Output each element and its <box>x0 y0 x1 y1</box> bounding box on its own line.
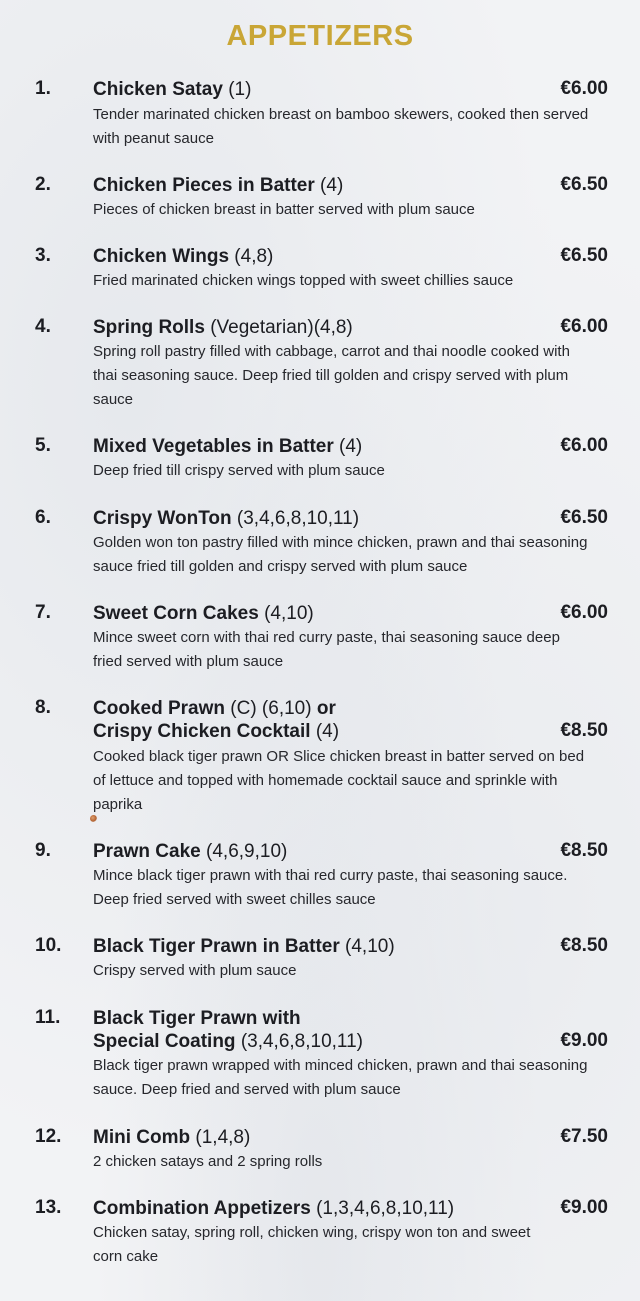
item-name: Chicken Pieces in Batter <box>93 175 315 196</box>
item-heading <box>93 174 543 197</box>
item-name: Chicken Wings <box>93 246 230 267</box>
stain-mark <box>90 815 97 822</box>
item-price: €6.00 <box>560 78 608 99</box>
item-name: Prawn Cake <box>93 841 201 862</box>
item-name: Spring Rolls <box>93 317 205 338</box>
item-codes: (4,10) <box>345 936 395 957</box>
item-name: Chicken Satay <box>93 79 223 100</box>
item-heading <box>93 507 543 530</box>
item-name: Black Tiger Prawn in Batter <box>93 936 340 957</box>
item-number: 6. <box>35 507 51 528</box>
item-number: 5. <box>35 435 51 456</box>
item-number: 12. <box>35 1126 62 1147</box>
item-number: 13. <box>35 1197 62 1218</box>
item-price: €7.50 <box>560 1126 608 1147</box>
item-description: Mince sweet corn with thai red curry paste, thai seasoning sauce deep fried served with plum sauce <box>93 629 560 670</box>
item-number: 10. <box>35 935 62 956</box>
item-codes: (4) <box>320 175 344 196</box>
item-codes: (1,4,8) <box>195 1127 251 1148</box>
item-description: Deep fried till crispy served with plum sauce <box>93 462 385 479</box>
item-name: Mixed Vegetables in Batter <box>93 436 334 457</box>
item-heading <box>93 697 543 743</box>
item-heading <box>93 935 543 958</box>
item-codes: (1) <box>228 79 252 100</box>
item-name-joiner: or <box>316 698 336 719</box>
item-codes: (4,6,9,10) <box>206 841 288 862</box>
item-heading <box>93 1197 543 1220</box>
item-name: Black Tiger Prawn with <box>93 1008 301 1029</box>
item-heading <box>93 602 543 625</box>
item-price: €9.00 <box>560 1030 608 1051</box>
item-description: Crispy served with plum sauce <box>93 962 297 979</box>
item-heading <box>93 435 543 458</box>
item-number: 2. <box>35 174 51 195</box>
item-name: Cooked Prawn <box>93 698 225 719</box>
item-price: €9.00 <box>560 1197 608 1218</box>
item-description: Spring roll pastry filled with cabbage, carrot and thai noodle cooked with thai seasoning sauce. Deep fried till golden and crispy served with plum sauce <box>93 343 570 408</box>
item-name: Sweet Corn Cakes <box>93 603 259 624</box>
item-heading <box>93 840 543 863</box>
item-price: €6.50 <box>560 507 608 528</box>
item-price: €6.00 <box>560 602 608 623</box>
item-heading <box>93 78 543 101</box>
item-description: Cooked black tiger prawn OR Slice chicken breast in batter served on bed of lettuce and topped with homemade cocktail sauce and sprinkle with paprika <box>93 748 585 813</box>
item-codes: (4) <box>339 436 363 457</box>
item-heading <box>93 1007 543 1053</box>
item-description: Pieces of chicken breast in batter served with plum sauce <box>93 201 475 218</box>
item-price: €6.00 <box>560 316 608 337</box>
item-price: €8.50 <box>560 935 608 956</box>
item-name: Mini Comb <box>93 1127 191 1148</box>
item-price: €6.50 <box>560 174 608 195</box>
item-codes: (4,10) <box>264 603 314 624</box>
item-description: Golden won ton pastry filled with mince chicken, prawn and thai seasoning sauce fried till golden and crispy served with plum sauce <box>93 534 588 575</box>
item-codes-line2: (3,4,6,8,10,11) <box>240 1031 363 1052</box>
item-number: 9. <box>35 840 51 861</box>
item-description: Tender marinated chicken breast on bamboo skewers, cooked then served with peanut sauce <box>93 106 589 147</box>
item-codes: (3,4,6,8,10,11) <box>236 508 360 529</box>
item-price: €6.50 <box>560 245 608 266</box>
item-number: 4. <box>35 316 51 337</box>
item-codes: (1,3,4,6,8,10,11) <box>316 1198 455 1219</box>
item-description: Chicken satay, spring roll, chicken wing, crispy won ton and sweet corn cake <box>93 1224 531 1265</box>
item-number: 7. <box>35 602 51 623</box>
item-codes: (Vegetarian)(4,8) <box>210 317 353 338</box>
item-codes: (C) (6,10) <box>230 698 312 719</box>
item-name: Combination Appetizers <box>93 1198 311 1219</box>
item-number: 11. <box>35 1007 61 1028</box>
item-description: 2 chicken satays and 2 spring rolls <box>93 1153 323 1170</box>
item-description: Fried marinated chicken wings topped with sweet chillies sauce <box>93 272 514 289</box>
item-number: 3. <box>35 245 51 266</box>
item-number: 1. <box>35 78 51 99</box>
item-name: Crispy WonTon <box>93 508 232 529</box>
item-price: €8.50 <box>560 840 608 861</box>
item-heading <box>93 1126 543 1149</box>
item-description: Mince black tiger prawn with thai red curry paste, thai seasoning sauce. Deep fried served with sweet chilles sauce <box>93 867 568 908</box>
item-heading <box>93 316 543 339</box>
item-codes: (4,8) <box>234 246 274 267</box>
item-number: 8. <box>35 697 51 718</box>
item-heading <box>93 245 543 268</box>
item-price: €6.00 <box>560 435 608 456</box>
item-name-line2: Crispy Chicken Cocktail <box>93 721 311 742</box>
item-codes-line2: (4) <box>315 721 340 742</box>
item-name-line2: Special Coating <box>93 1031 236 1052</box>
item-price: €8.50 <box>560 720 608 741</box>
item-description: Black tiger prawn wrapped with minced chicken, prawn and thai seasoning sauce. Deep fried and served with plum sauce <box>93 1057 588 1098</box>
section-title: APPETIZERS <box>226 20 414 52</box>
